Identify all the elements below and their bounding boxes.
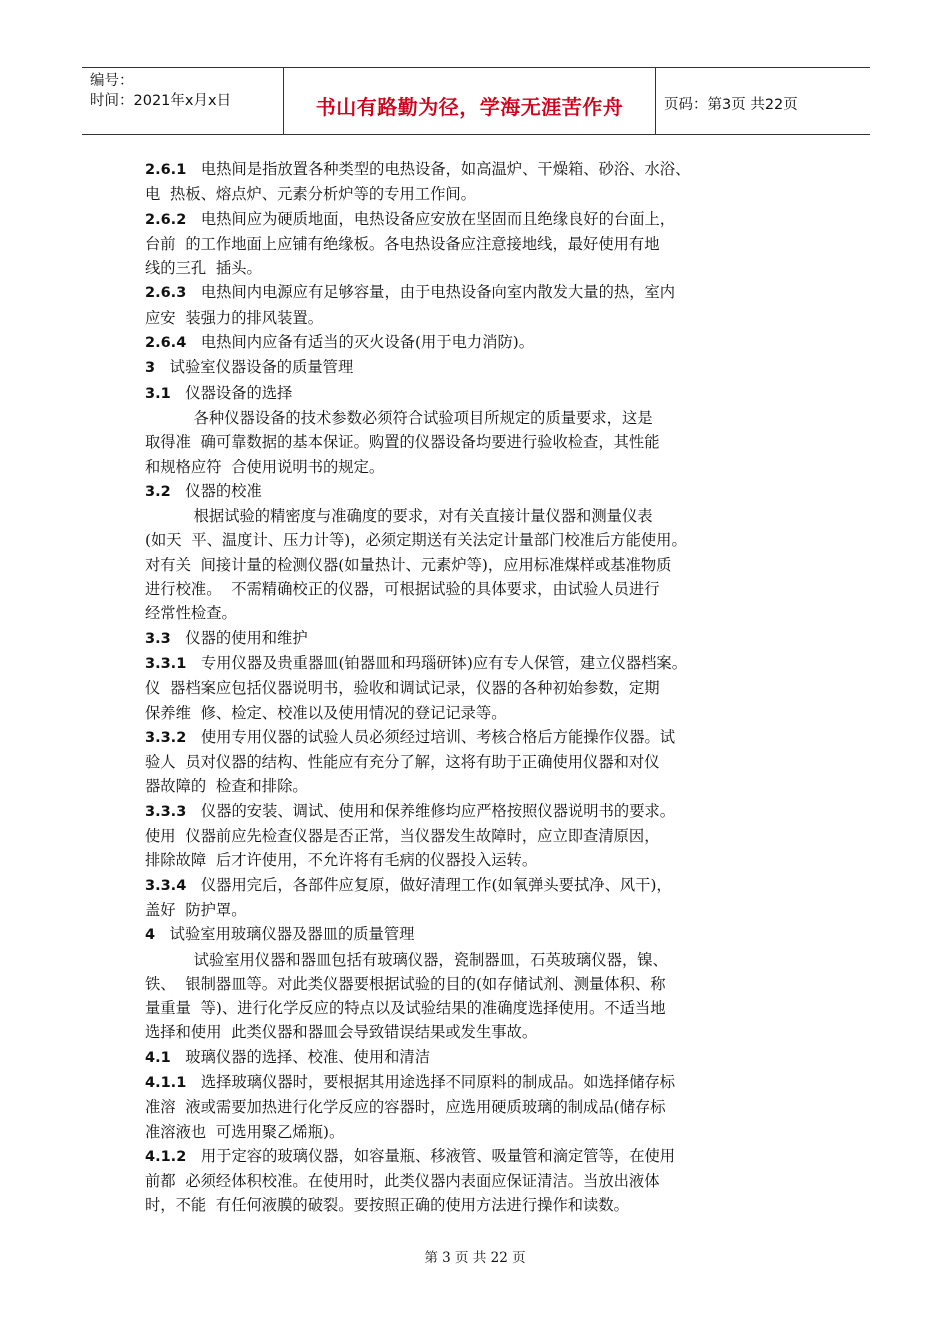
line-text: 对有关 间接计量的检测仪器(如量热计、元素炉等)，应用标准煤样或基准物质 <box>145 555 672 574</box>
line-text: 电热间内应备有适当的灭火设备(用于电力消防)。 <box>186 333 535 352</box>
line-text: 仪器设备的选择 <box>170 383 293 402</box>
page-footer: 第 3 页 共 22 页 <box>424 1250 526 1266</box>
line-text: 台前 的工作地面上应铺有绝缘板。各电热设备应注意接地线，最好使用有地 <box>145 234 660 253</box>
section-number: 4.1.1 <box>145 1074 187 1091</box>
line-text: 仪器用完后，各部件应复原，做好清理工作(如氧弹头要拭净、风干)， <box>186 875 672 894</box>
line-text: 仪器的使用和维护 <box>170 628 308 647</box>
line-text: 各种仪器设备的技术参数必须符合试验项目所规定的质量要求，这是 <box>145 408 653 427</box>
text-line <box>145 922 745 947</box>
text-line <box>145 948 745 972</box>
line-text: 和规格应符 合使用说明书的规定。 <box>145 457 385 476</box>
text-line <box>145 996 745 1020</box>
text-line <box>145 1020 745 1044</box>
text-line <box>145 157 745 182</box>
line-text: 准溶液也 可选用聚乙烯瓶)。 <box>145 1122 345 1141</box>
section-number: 2.6.2 <box>145 211 187 228</box>
line-text: 选择和使用 此类仪器和器皿会导致错误结果或发生事故。 <box>145 1023 538 1042</box>
line-text: 铁、 银制器皿等。对此类仪器要根据试验的目的(如存储试剂、测量体积、称 <box>145 974 666 993</box>
text-line <box>145 455 745 479</box>
line-text: 线的三孔 插头。 <box>145 259 262 278</box>
section-number: 4.1.2 <box>145 1148 187 1165</box>
text-line <box>145 1095 745 1119</box>
time-label: 时间：2021年x月x日 <box>90 93 232 109</box>
line-text: 专用仪器及贵重器皿(铂器皿和玛瑙研钵)应有专人保管，建立仪器档案。 <box>186 653 688 672</box>
line-text: 仪器的安装、调试、使用和保养维修均应严格按照仪器说明书的要求。 <box>186 801 676 820</box>
text-line <box>145 1045 745 1070</box>
line-text: 量重量 等)、进行化学反应的特点以及试验结果的准确度选择使用。不适当地 <box>145 999 666 1018</box>
line-text: 排除故障 后才许使用，不允许将有毛病的仪器投入运转。 <box>145 851 538 870</box>
line-text: 试验室用玻璃仪器及器皿的质量管理 <box>155 925 415 944</box>
text-line <box>145 355 745 380</box>
text-line <box>145 256 745 280</box>
line-text: 电热间应为硬质地面，电热设备应安放在坚固而且绝缘良好的台面上， <box>186 209 676 228</box>
text-line <box>145 972 745 996</box>
line-text: 电热间内电源应有足够容量，由于电热设备向室内散发大量的热，室内 <box>186 283 676 302</box>
text-line <box>145 898 745 922</box>
text-line <box>145 280 745 305</box>
text-line <box>145 553 745 577</box>
section-number: 4 <box>145 927 156 944</box>
section-number: 4.1 <box>145 1049 171 1066</box>
section-number: 3.3.4 <box>145 877 187 894</box>
text-line <box>145 626 745 651</box>
text-line <box>145 232 745 256</box>
line-text: 试验室用仪器和器皿包括有玻璃仪器，瓷制器皿，石英玻璃仪器，镍、 <box>145 950 668 969</box>
line-text: 取得准 确可靠数据的基本保证。购置的仪器设备均要进行验收检查，其性能 <box>145 433 660 452</box>
header-page-info: 页码：第3页 共22页 <box>664 96 798 113</box>
text-line <box>145 1070 745 1095</box>
document-body <box>145 157 745 1218</box>
page-header <box>82 67 870 135</box>
section-number: 3.3.3 <box>145 803 187 820</box>
section-number: 2.6.1 <box>145 162 187 178</box>
text-line <box>145 577 745 601</box>
line-text: 保养维 修、检定、校准以及使用情况的登记记录等。 <box>145 703 507 722</box>
line-text: 准溶 液或需要加热进行化学反应的容器时，应选用硬质玻璃的制成品(储存标 <box>145 1098 666 1117</box>
text-line <box>145 430 745 454</box>
text-line <box>145 381 745 406</box>
text-line <box>145 701 745 725</box>
line-text: 电 热板、熔点炉、元素分析炉等的专用工作间。 <box>145 185 476 204</box>
line-text: 前都 必须经体积校准。在使用时，此类仪器内表面应保证清洁。当放出液体 <box>145 1172 660 1191</box>
text-line <box>145 504 745 528</box>
text-line <box>145 406 745 430</box>
section-number: 3.2 <box>145 483 171 500</box>
text-line <box>145 824 745 848</box>
section-number: 3.1 <box>145 385 171 402</box>
header-motto: 书山有路勤为径，学海无涯苦作舟 <box>284 68 656 134</box>
text-line <box>145 1169 745 1193</box>
text-line <box>145 182 745 206</box>
text-line <box>145 306 745 330</box>
section-number: 2.6.4 <box>145 335 187 352</box>
line-text: 电热间是指放置各种类型的电热设备，如高温炉、干燥箱、砂浴、水浴、 <box>186 160 691 178</box>
text-line <box>145 1144 745 1169</box>
line-text: 用于定容的玻璃仪器，如容量瓶、移液管、吸量管和滴定管等，在使用 <box>186 1146 676 1165</box>
text-line <box>145 799 745 824</box>
line-text: 试验室仪器设备的质量管理 <box>155 358 354 377</box>
code-label: 编号： <box>90 73 134 89</box>
line-text: 经常性检查。 <box>145 604 237 623</box>
text-line <box>145 676 745 700</box>
text-line <box>145 1193 745 1217</box>
section-number: 3.3.1 <box>145 655 187 672</box>
text-line <box>145 1120 745 1144</box>
line-text: 选择玻璃仪器时，要根据其用途选择不同原料的制成品。如选择储存标 <box>186 1072 676 1091</box>
line-text: 应安 装强力的排风装置。 <box>145 308 323 327</box>
text-line <box>145 774 745 798</box>
line-text: 使用 仪器前应先检查仪器是否正常，当仪器发生故障时，应立即查清原因， <box>145 827 660 846</box>
line-text: 验人 员对仪器的结构、性能应有充分了解，这将有助于正确使用仪器和对仪 <box>145 753 660 772</box>
section-number: 3 <box>145 360 156 377</box>
line-text: 仪器的校准 <box>170 481 262 500</box>
section-number: 3.3.2 <box>145 729 187 746</box>
line-text: (如天 平、温度计、压力计等)，必须定期送有关法定计量部门校准后方能使用。 <box>145 531 687 550</box>
line-text: 仪 器档案应包括仪器说明书，验收和调试记录，仪器的各种初始参数，定期 <box>145 679 660 698</box>
line-text: 使用专用仪器的试验人员必须经过培训、考核合格后方能操作仪器。试 <box>186 727 676 746</box>
line-text: 根据试验的精密度与准确度的要求，对有关直接计量仪器和测量仪表 <box>145 507 653 526</box>
text-line <box>145 601 745 625</box>
text-line <box>145 651 745 676</box>
section-number: 3.3 <box>145 630 171 647</box>
text-line <box>145 479 745 504</box>
text-line <box>145 528 745 552</box>
header-info-cell <box>82 68 284 134</box>
text-line <box>145 750 745 774</box>
text-line <box>145 207 745 232</box>
text-line <box>145 848 745 872</box>
line-text: 时，不能 有任何液膜的破裂。要按照正确的使用方法进行操作和读数。 <box>145 1196 629 1215</box>
text-line <box>145 873 745 898</box>
line-text: 盖好 防护罩。 <box>145 900 247 919</box>
line-text: 玻璃仪器的选择、校准、使用和清洁 <box>170 1047 431 1066</box>
section-number: 2.6.3 <box>145 285 187 302</box>
text-line <box>145 725 745 750</box>
text-line <box>145 330 745 355</box>
line-text: 器故障的 检查和排除。 <box>145 777 308 796</box>
line-text: 进行校准。 不需精确校正的仪器，可根据试验的具体要求，由试验人员进行 <box>145 580 660 599</box>
